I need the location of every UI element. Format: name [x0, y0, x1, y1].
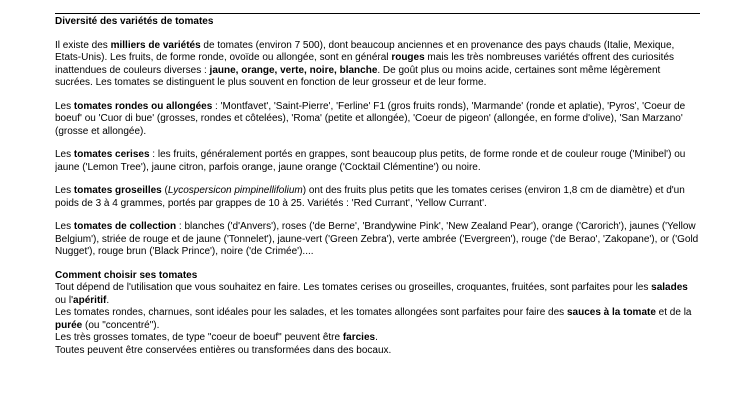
choisir-l1-bold-2: apéritif — [73, 294, 107, 306]
intro-bold-2: rouges — [391, 52, 425, 63]
choisir-l1-bold-1: salades — [651, 282, 688, 293]
rondes-text-2: : 'Montfavet', 'Saint-Pierre', 'Ferline' F1 (gros fruits ronds), 'Marmande' (ronde et aplatie), 'Pyros', 'Coeur de boeuf' ou 'Cuor di bue' (grosses, rondes et côtelées), 'Roma' (petite et allongée), 'Coeur de pigeon' (allongée, en forme d'olive), 'San Marzano' (grosse et allongée). — [55, 100, 686, 137]
groseilles-text-2: ( — [161, 185, 168, 196]
groseilles-text-3: ) ont des fruits plus petits que les tomates cerises (environ 1,8 cm de diamètre) et d'un poids de 3 à 4 grammes, portés par grappes de 10 à 25. Variétés : 'Red Currant', 'Yellow Currant'. — [55, 185, 685, 209]
choisir-l2-bold-2: purée — [55, 319, 83, 331]
choisir-l2-text-1: Les tomates rondes, charnues, sont idéales pour les salades, et les tomates allongées sont parfaites pour faire des — [55, 307, 567, 318]
cerises-bold-1: tomates cerises — [73, 149, 150, 160]
rondes-text-1: Les — [55, 100, 74, 112]
cerises-text-1: Les — [55, 149, 74, 160]
groseilles-paragraph — [55, 185, 700, 210]
document-page — [55, 13, 700, 395]
choisir-line-2 — [55, 307, 700, 332]
collection-text-2: : blanches ('d'Anvers'), roses ('de Berne', 'Brandywine Pink', 'New Zealand Pear'), orange ('Carorich'), jaunes ('Yellow Belgium'), striée de rouge et de jaune ('Tonnelet'), jaune-vert ('Green Zebra'), verte ambrée ('Evergreen'), rouge ('de Berao', 'Zakopane'), or ('Gold Nugget'), rouge brun ('Black Prince'), noire ('de Crimée').... — [55, 221, 699, 257]
choisir-l1-text-1: Tout dépend de l'utilisation que vous souhaitez en faire. Les tomates cerises ou groseilles, croquantes, fruitées, sont parfaites pour les — [55, 282, 652, 293]
cerises-paragraph — [55, 149, 700, 174]
intro-text-1: Il existe des — [55, 39, 111, 51]
choisir-l3-bold-1: farcies — [342, 332, 376, 343]
choisir-l2-text-2: et de la — [655, 307, 692, 318]
title-block — [55, 13, 700, 29]
intro-text-3: mais les très nombreuses variétés offrent des curiosités inattendues de couleurs diverses : — [55, 52, 675, 76]
choisir-line-4: Toutes peuvent être conservées entières ou transformées dans des bocaux. — [55, 344, 392, 356]
document-title: Diversité des variétés de tomates — [55, 16, 214, 27]
intro-bold-1: milliers de variétés — [110, 39, 201, 51]
choisir-l1-text-3: . — [106, 294, 110, 306]
choisir-l3-text-2: . — [375, 332, 378, 343]
rondes-bold-1: tomates rondes ou allongées — [73, 100, 213, 112]
cerises-text-2: : les fruits, généralement portés en grappes, sont beaucoup plus petits, de forme ronde et de couleur rouge ('Minibel') ou jaune ('Lemon Tree'), jaune citron, parfois orange, jaune orange ('Cocktail Clémentine') ou noire. — [55, 149, 686, 173]
intro-text-4: . De goût plus ou moins acide, certaines sont même légèrement sucrées. Les tomates se distinguent le plus souvent en fonction de leur grosseur et de leur forme. — [55, 64, 661, 88]
choisir-heading: Comment choisir ses tomates — [55, 269, 198, 281]
intro-paragraph — [55, 40, 700, 90]
groseilles-bold-1: tomates groseilles — [73, 185, 162, 196]
choisir-l3-text-1: Les très grosses tomates, de type "coeur de boeuf" peuvent être — [55, 332, 343, 343]
intro-bold-3: jaune, orange, verte, noire, blanche — [209, 64, 378, 76]
collection-bold-1: tomates de collection — [73, 221, 177, 232]
choisir-l2-bold-1: sauces à la tomate — [566, 307, 656, 318]
choisir-paragraph — [55, 270, 700, 358]
choisir-line-3 — [55, 332, 700, 345]
collection-text-1: Les — [55, 221, 74, 232]
intro-text-2: de tomates (environ 7 500), dont beaucoup anciennes et en provenance des pays chauds (Italie, Mexique, Etats-Unis). Les fruits, de forme ronde, ovoïde ou allongée, sont en général — [55, 39, 675, 63]
rondes-paragraph — [55, 101, 700, 139]
choisir-l1-text-2: ou l' — [55, 294, 74, 306]
collection-paragraph — [55, 221, 700, 259]
groseilles-italic-1: Lycospersicon pimpinellifolium — [167, 185, 303, 196]
groseilles-text-1: Les — [55, 185, 74, 196]
choisir-l2-text-3: (ou "concentré"). — [82, 319, 160, 331]
choisir-line-1 — [55, 282, 700, 307]
